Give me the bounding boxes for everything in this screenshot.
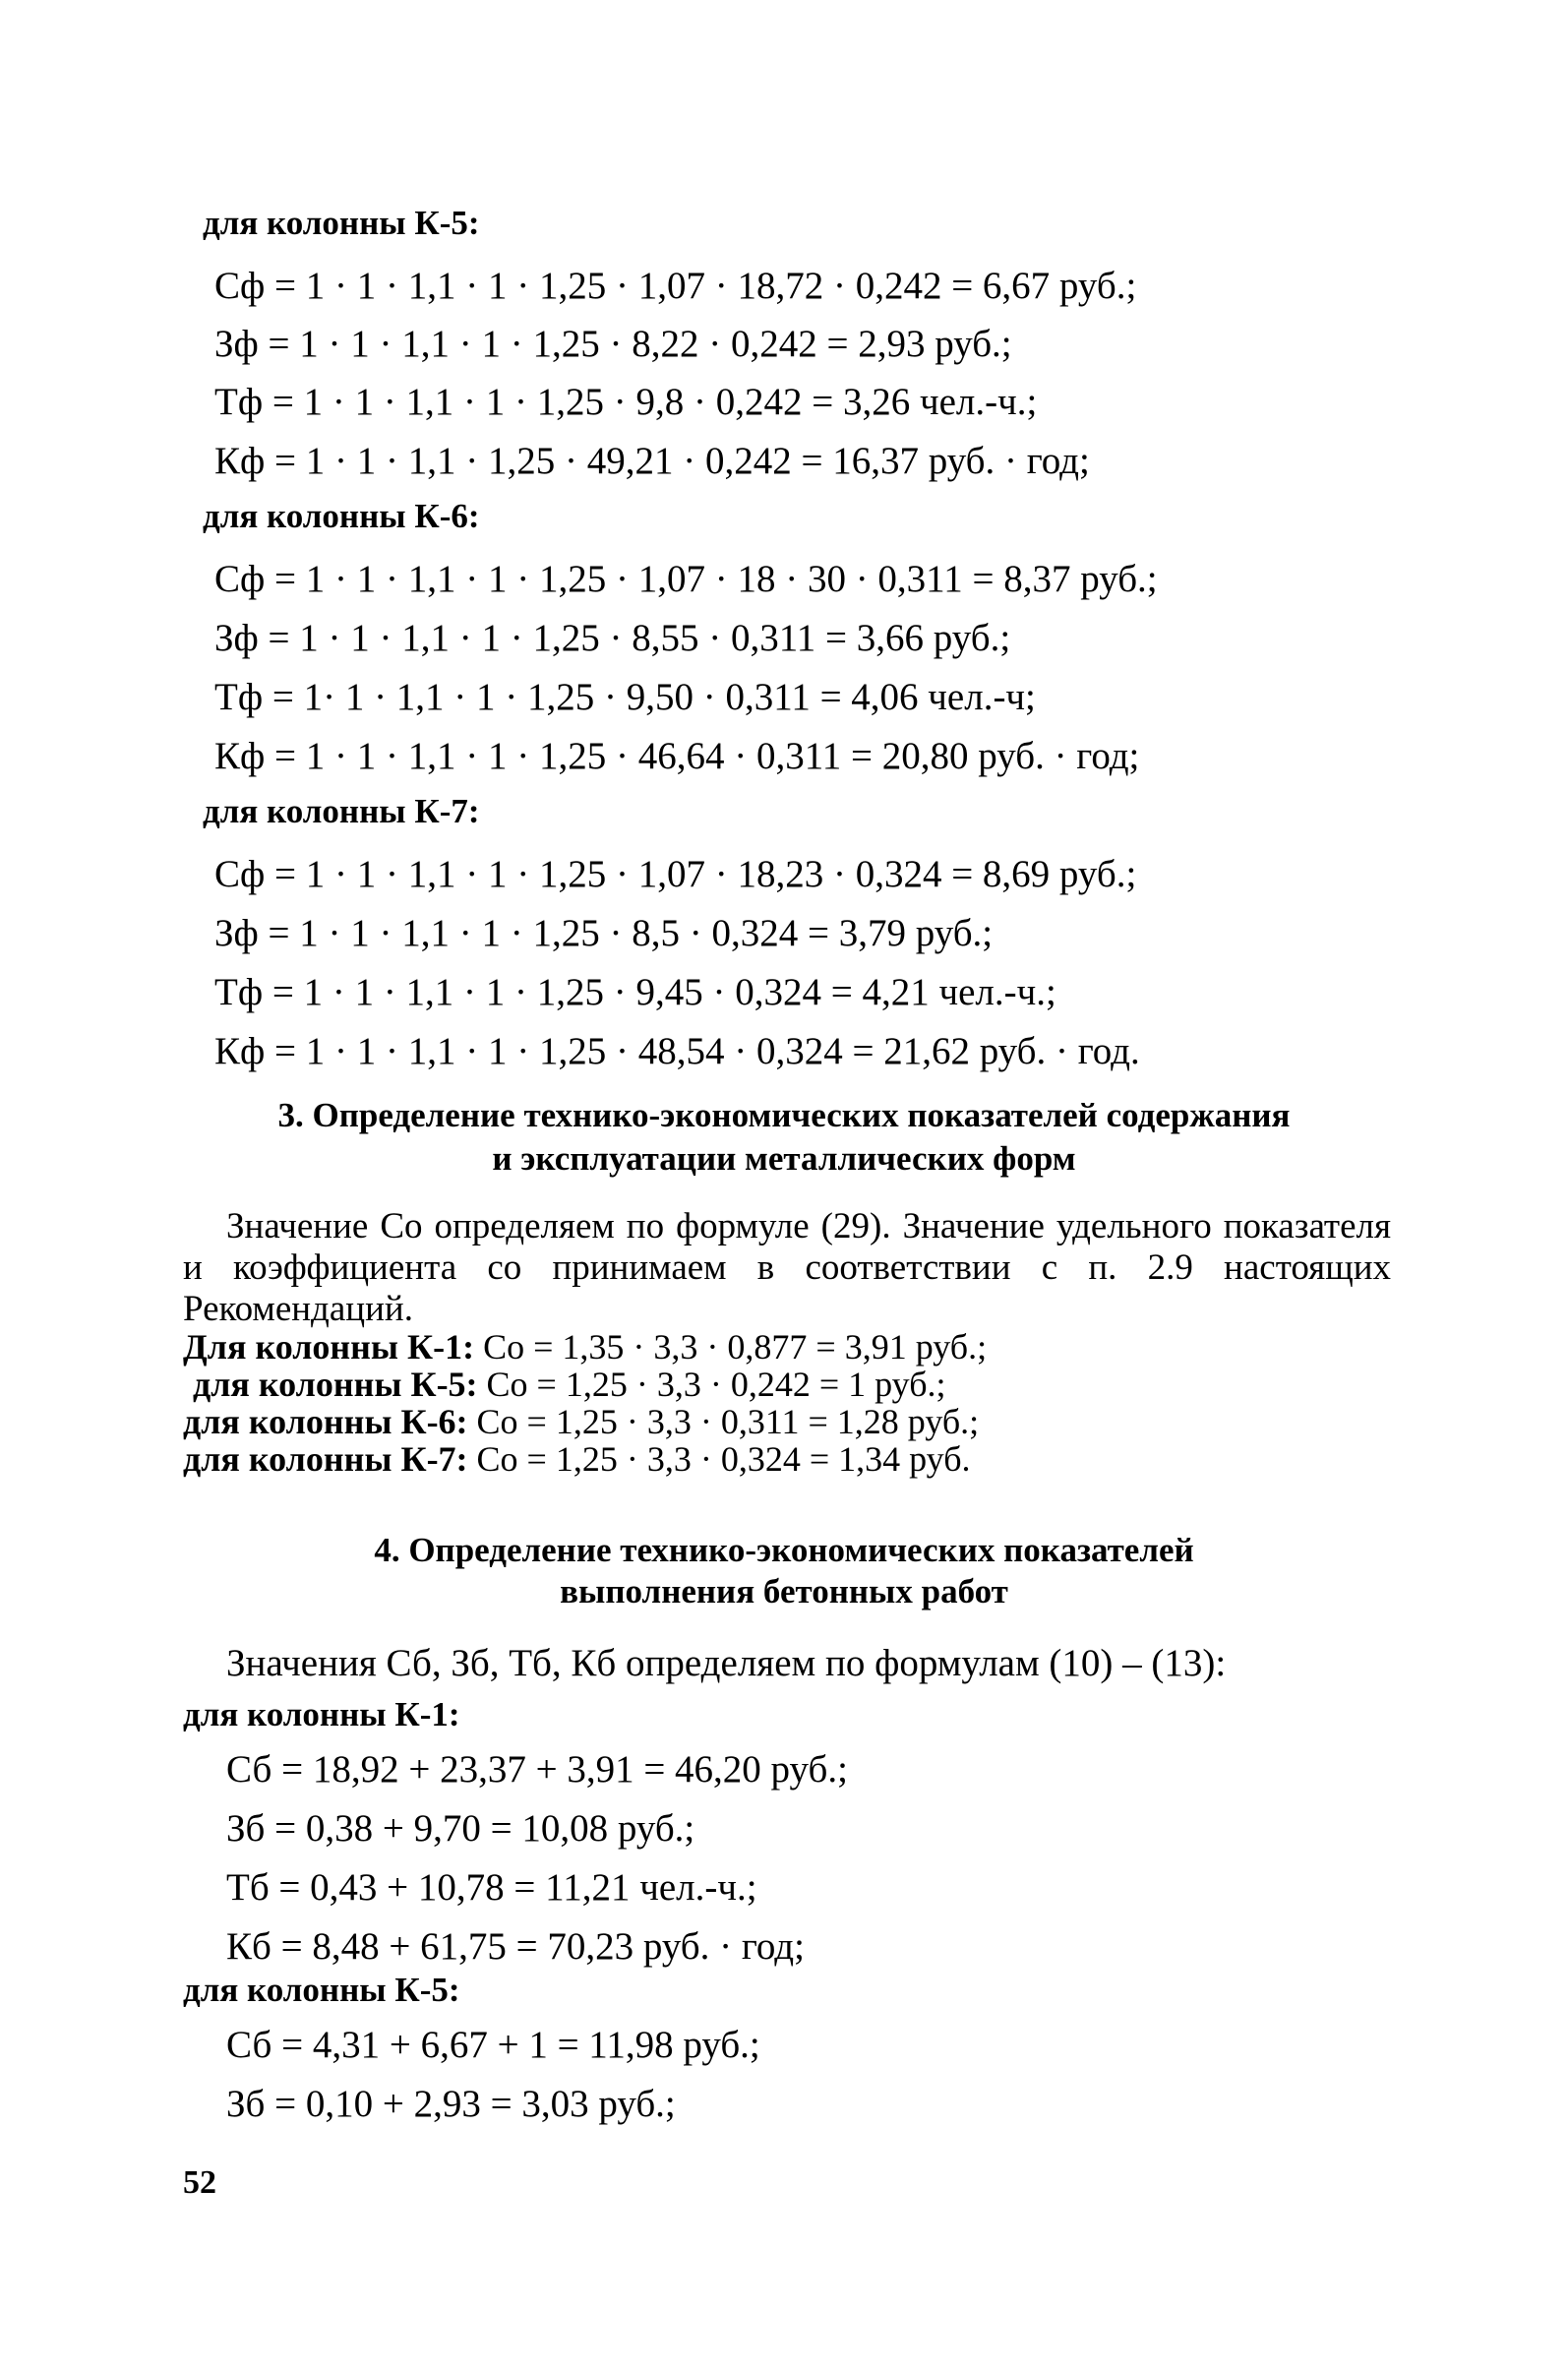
- co-row: [183, 1403, 979, 1440]
- section-3-paragraph-text: Значение Со определяем по формуле (29). Значение удельного показателя и коэффициента со принимаем в соответствии с п. 2.9 настоящих Рекомендаций.: [183, 1206, 1391, 1329]
- formula-line: Зб = 0,38 + 9,70 = 10,08 руб.;: [226, 1807, 695, 1850]
- column-k7-heading: для колонны К-7:: [203, 792, 480, 830]
- co-row: [183, 1440, 971, 1478]
- section-4-title-line-1: 4. Определение технико-экономических показателей: [374, 1531, 1194, 1569]
- formula-line: Тф = 1 · 1 · 1,1 · 1 · 1,25 · 9,45 · 0,324 = 4,21 чел.-ч.;: [214, 971, 1056, 1013]
- section-4-title-line-2: выполнения бетонных работ: [560, 1572, 1008, 1610]
- co-row-label: для колонны К-6:: [183, 1402, 468, 1441]
- co-row-formula: Со = 1,25 · 3,3 · 0,311 = 1,28 руб.;: [476, 1402, 980, 1441]
- formula-line: Сф = 1 · 1 · 1,1 · 1 · 1,25 · 1,07 · 18,72 · 0,242 = 6,67 руб.;: [214, 265, 1137, 307]
- section-4-intro: Значения Сб, Зб, Тб, Кб определяем по формулам (10) – (13):: [226, 1642, 1227, 1684]
- column-k1-heading: для колонны К-1:: [183, 1695, 460, 1733]
- co-row: [183, 1328, 987, 1366]
- co-row-formula: Со = 1,25 · 3,3 · 0,324 = 1,34 руб.: [476, 1439, 971, 1479]
- formula-line: Зф = 1 · 1 · 1,1 · 1 · 1,25 · 8,22 · 0,242 = 2,93 руб.;: [214, 323, 1012, 365]
- formula-line: Тф = 1 · 1 · 1,1 · 1 · 1,25 · 9,8 · 0,242 = 3,26 чел.-ч.;: [214, 381, 1038, 423]
- formula-line: Кф = 1 · 1 · 1,1 · 1 · 1,25 · 48,54 · 0,324 = 21,62 руб. · год.: [214, 1030, 1140, 1072]
- co-row-label: для колонны К-5:: [193, 1365, 478, 1404]
- formula-line: Сф = 1 · 1 · 1,1 · 1 · 1,25 · 1,07 · 18 · 30 · 0,311 = 8,37 руб.;: [214, 558, 1158, 600]
- formula-line: Кф = 1 · 1 · 1,1 · 1 · 1,25 · 46,64 · 0,311 = 20,80 руб. · год;: [214, 735, 1140, 777]
- section-3-paragraph: [183, 1206, 1391, 1330]
- page-number: 52: [183, 2164, 216, 2201]
- formula-line: Сб = 18,92 + 23,37 + 3,91 = 46,20 руб.;: [226, 1748, 848, 1791]
- formula-line: Зб = 0,10 + 2,93 = 3,03 руб.;: [226, 2083, 676, 2125]
- formula-line: Зф = 1 · 1 · 1,1 · 1 · 1,25 · 8,55 · 0,311 = 3,66 руб.;: [214, 617, 1011, 659]
- co-row-formula: Со = 1,25 · 3,3 · 0,242 = 1 руб.;: [486, 1365, 946, 1404]
- section-3-title-line-1: 3. Определение технико-экономических показателей содержания: [277, 1096, 1291, 1134]
- co-row-formula: Со = 1,35 · 3,3 · 0,877 = 3,91 руб.;: [483, 1327, 988, 1367]
- co-row: [193, 1366, 946, 1403]
- formula-line: Тф = 1· 1 · 1,1 · 1 · 1,25 · 9,50 · 0,311 = 4,06 чел.-ч;: [214, 676, 1036, 718]
- column-k6-heading: для колонны К-6:: [203, 497, 480, 535]
- co-row-label: для колонны К-7:: [183, 1439, 468, 1479]
- formula-line: Кф = 1 · 1 · 1,1 · 1,25 · 49,21 · 0,242 = 16,37 руб. · год;: [214, 440, 1090, 482]
- column-k5-heading: для колонны К-5:: [203, 204, 480, 242]
- column-k5-heading-section-4: для колонны К-5:: [183, 1971, 460, 2009]
- formula-line: Сб = 4,31 + 6,67 + 1 = 11,98 руб.;: [226, 2024, 760, 2066]
- co-row-label: Для колонны К-1:: [183, 1327, 475, 1367]
- formula-line: Зф = 1 · 1 · 1,1 · 1 · 1,25 · 8,5 · 0,324 = 3,79 руб.;: [214, 912, 994, 954]
- section-3-title-line-2: и эксплуатации металлических форм: [492, 1139, 1076, 1178]
- formula-line: Кб = 8,48 + 61,75 = 70,23 руб. · год;: [226, 1925, 805, 1968]
- formula-line: Тб = 0,43 + 10,78 = 11,21 чел.-ч.;: [226, 1866, 757, 1909]
- formula-line: Сф = 1 · 1 · 1,1 · 1 · 1,25 · 1,07 · 18,23 · 0,324 = 8,69 руб.;: [214, 853, 1137, 895]
